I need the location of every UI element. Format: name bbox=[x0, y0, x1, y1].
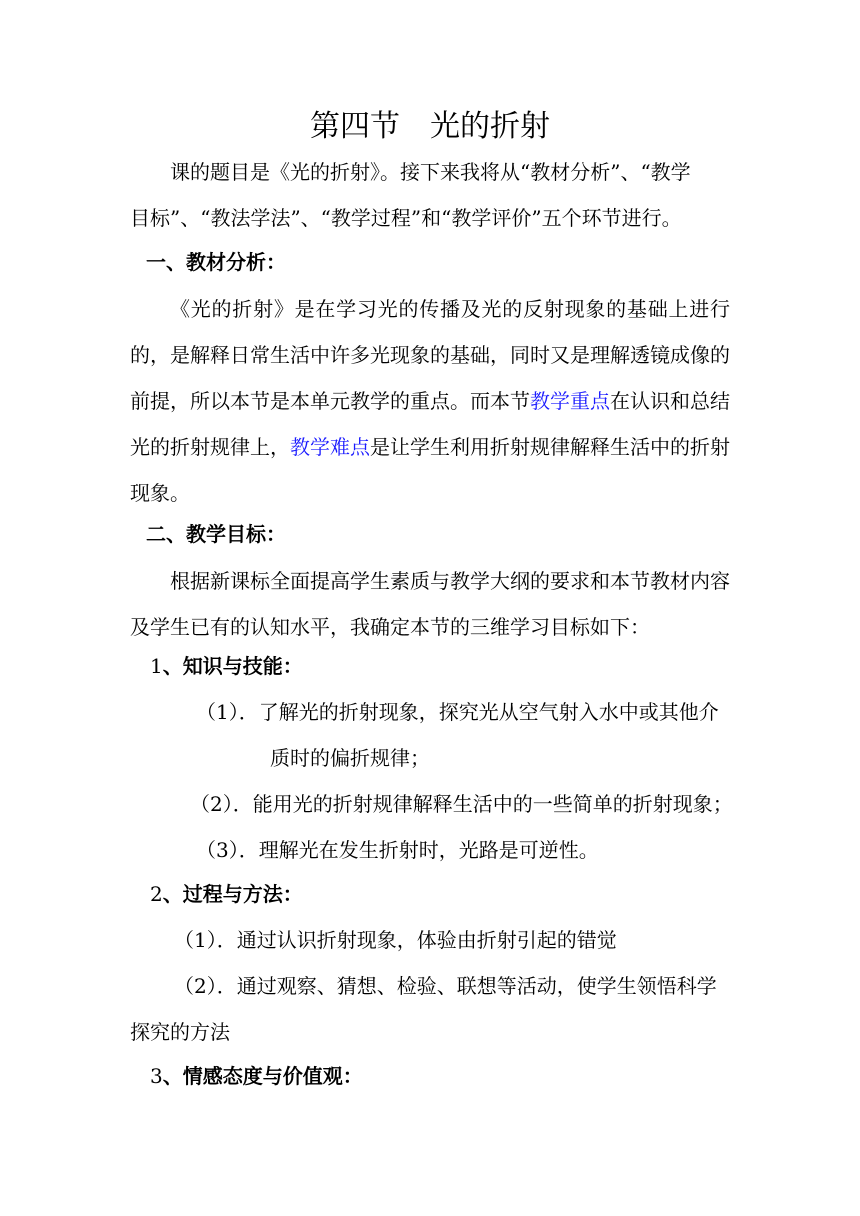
knowledge-item-2: （2）．能用光的折射规律解释生活中的一些简单的折射现象； bbox=[190, 792, 733, 816]
objectives-paragraph bbox=[130, 558, 730, 650]
materials-paragraph bbox=[130, 286, 730, 516]
intro-line-1: 课的题目是《光的折射》。接下来我将从“教材分析”、“教学 bbox=[170, 160, 691, 184]
sub-heading-process: 2、过程与方法： bbox=[150, 882, 303, 906]
knowledge-item-3: （3）．理解光在发生折射时，光路是可逆性。 bbox=[196, 838, 599, 862]
intro-line-2: 目标”、“教法学法”、“教学过程”和“教学评价”五个环节进行。 bbox=[130, 206, 682, 230]
materials-text-b: 在认识和总结光的折射规律上， bbox=[130, 389, 730, 459]
process-item-2a: （2）．通过观察、猜想、检验、联想等活动，使学生领悟科学 bbox=[174, 974, 717, 998]
highlight-key-point: 教学重点 bbox=[530, 389, 610, 413]
knowledge-item-1a: （1）．了解光的折射现象，探究光从空气射入水中或其他介 bbox=[196, 700, 719, 724]
sub-heading-knowledge: 1、知识与技能： bbox=[150, 654, 303, 678]
sub-heading-attitude: 3、情感态度与价值观： bbox=[150, 1064, 363, 1088]
page-title: 第四节 光的折射 bbox=[310, 109, 550, 144]
highlight-difficulty: 教学难点 bbox=[290, 435, 370, 459]
objectives-text: 根据新课标全面提高学生素质与教学大纲的要求和本节教材内容及学生已有的认知水平，我确定本节的三维学习目标如下： bbox=[130, 569, 730, 639]
materials-text-c: 是让学生利用折射规律解释生活中的折射现象。 bbox=[130, 435, 730, 505]
section-heading-objectives: 二、教学目标： bbox=[146, 522, 286, 546]
sub-heading-knowledge-text: 、知识与技能： bbox=[162, 654, 303, 678]
process-item-2b: 探究的方法 bbox=[130, 1020, 230, 1044]
section-heading-materials: 一、教材分析： bbox=[146, 250, 286, 274]
materials-text-a: 《光的折射》是在学习光的传播及光的反射现象的基础上进行的，是解释日常生活中许多光现象的基础，同时又是理解透镜成像的前提，所以本节是本单元教学的重点。而本节 bbox=[130, 297, 730, 413]
knowledge-item-1b: 质时的偏折规律； bbox=[270, 746, 430, 770]
process-item-1: （1）．通过认识折射现象，体验由折射引起的错觉 bbox=[174, 928, 617, 952]
